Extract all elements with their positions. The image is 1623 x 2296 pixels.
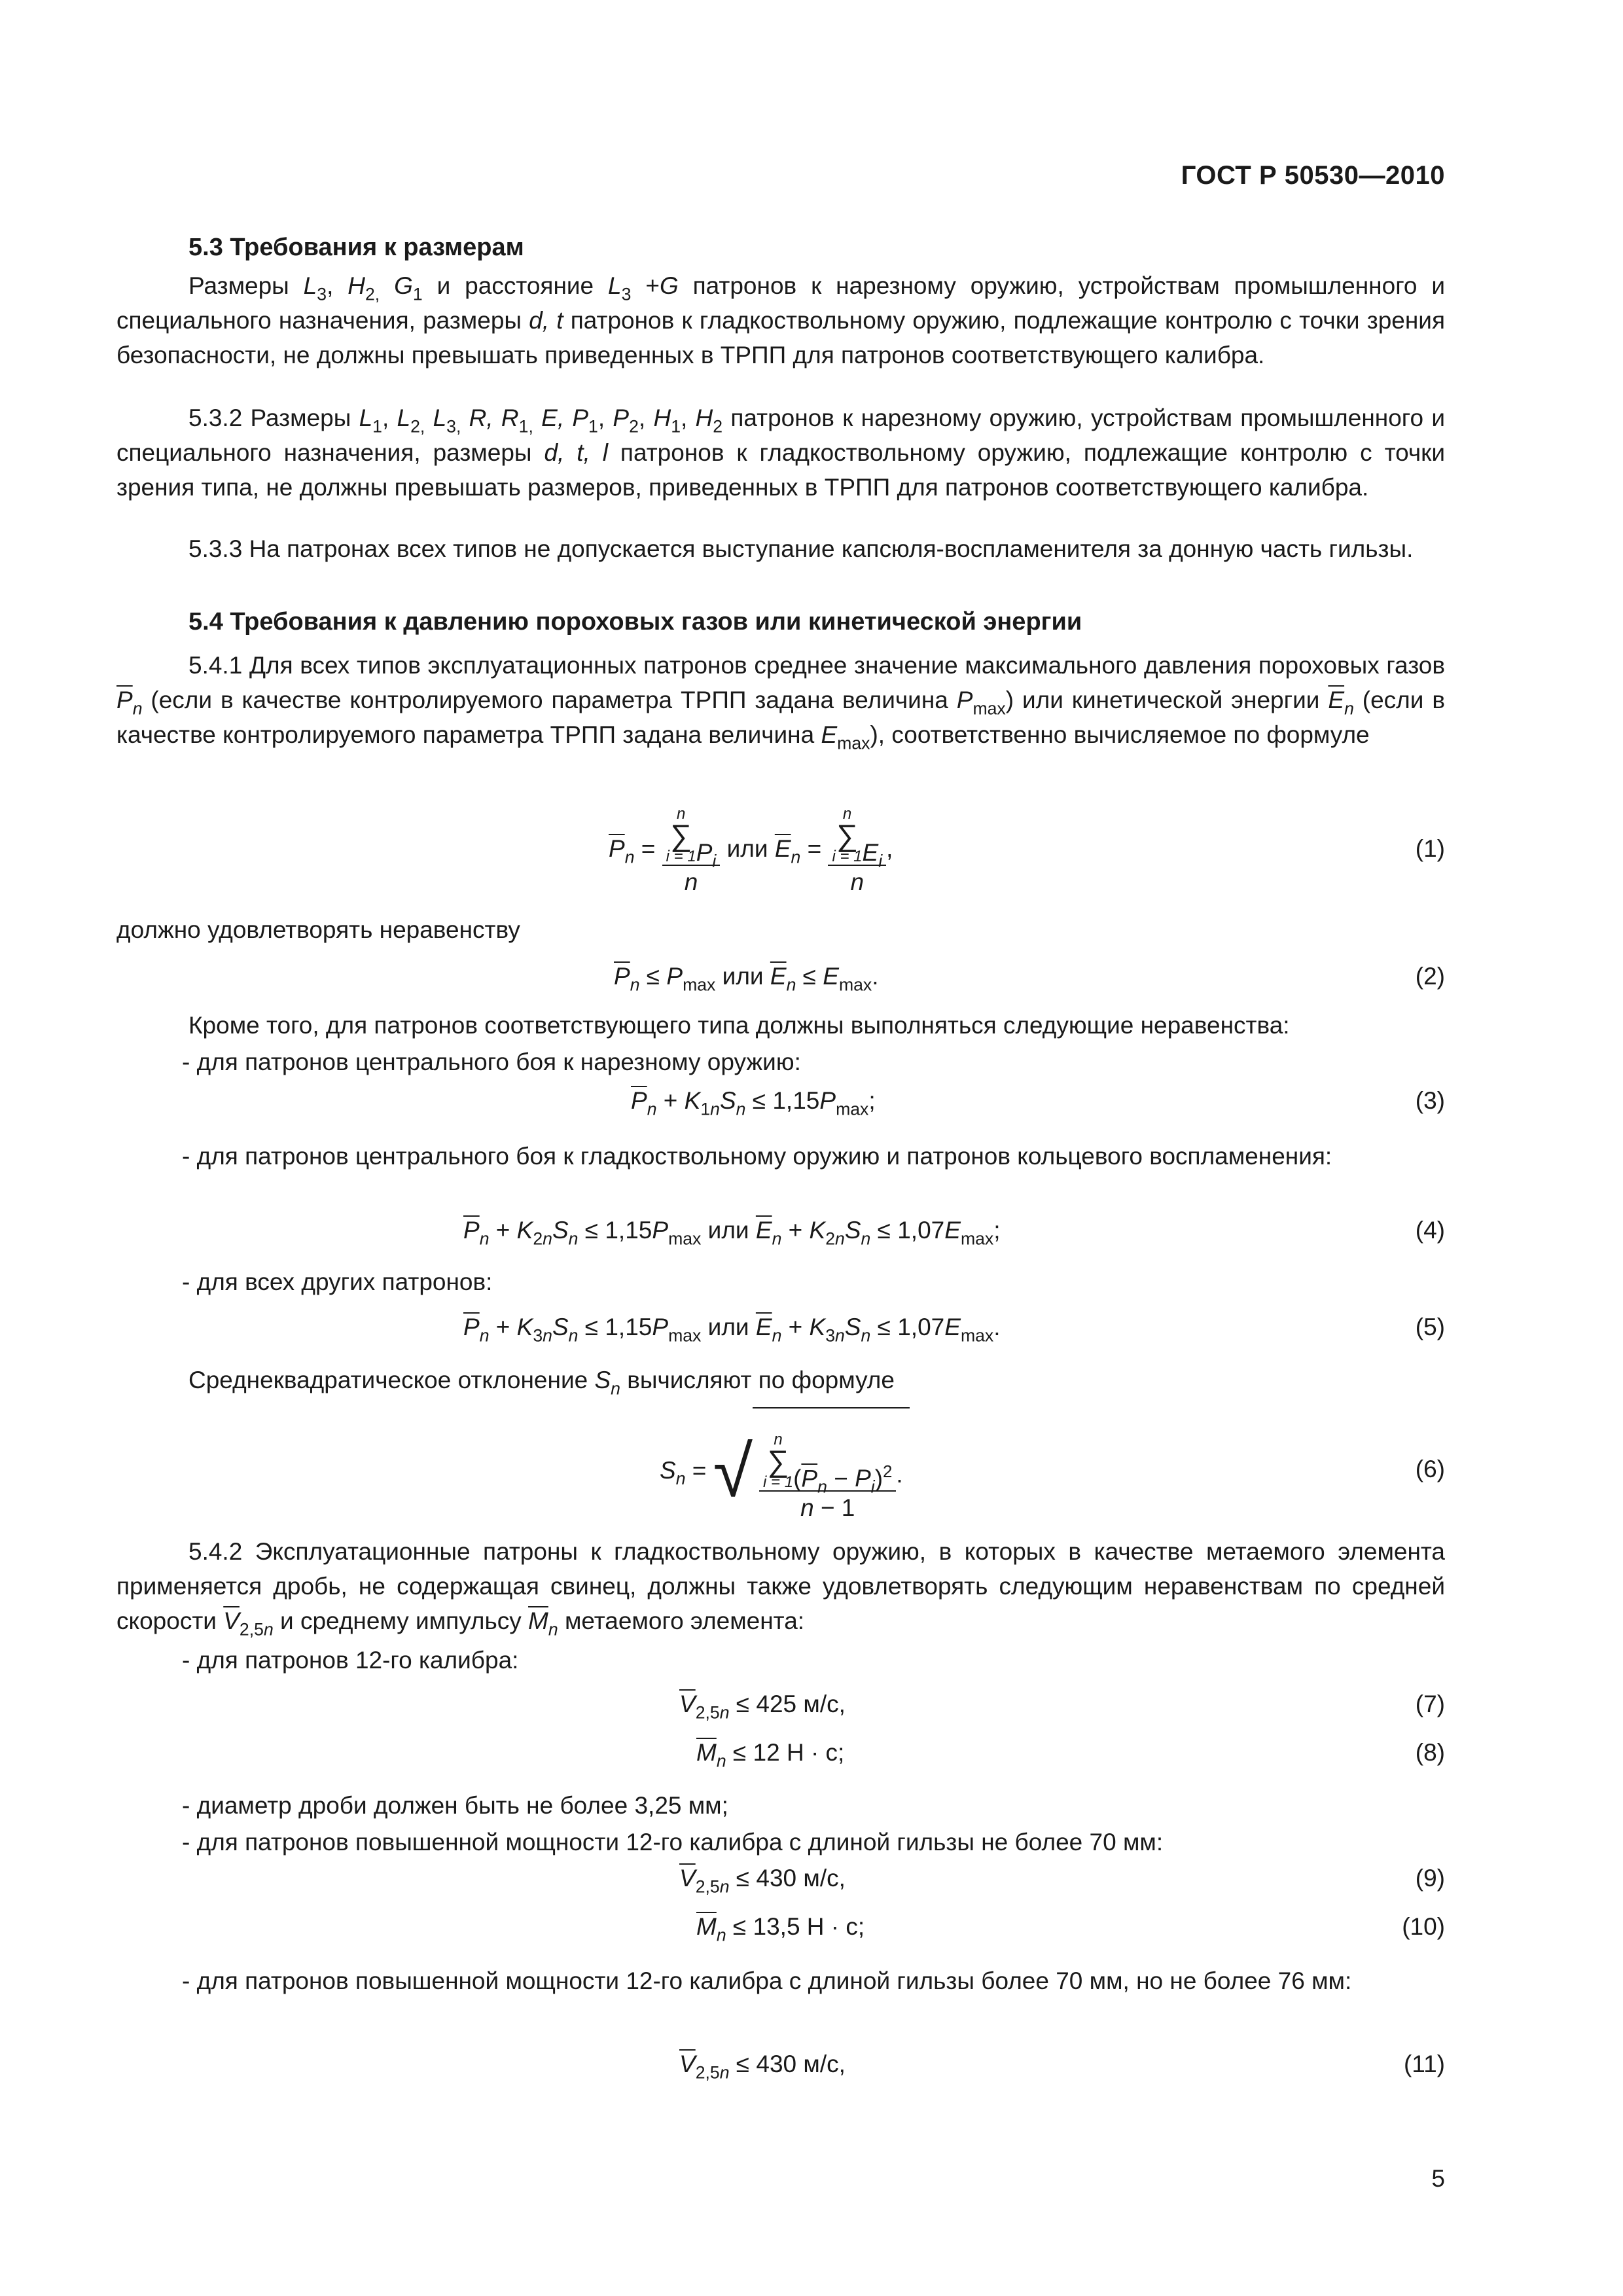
formula-number: (6) <box>1415 1456 1445 1482</box>
page-number: 5 <box>1431 2165 1445 2192</box>
formula-7-expression: $\overline{V}_{2,5n} \le 425$ м/с, <box>679 1691 846 1723</box>
list-item-magnum-76mm: - для патронов повышенной мощности 12-го калибра с длиной гильзы более 70 мм, но не более 76 мм: <box>182 1967 1352 1994</box>
paragraph-5-4-1: 5.4.1 Для всех типов эксплуатационных патронов среднее значение максимального давления пороховых газов $\overline{P}_n$ (если в качестве контролируемого параметра ТРПП задана величина $P_{max}$) или кинетической энергии $\overline{E}_n$ (если в качестве контролируемого параметра ТРПП задана величина $E_{max}$), соответственно вычисляемое по формуле <box>116 652 1445 753</box>
sqrt-radicand: n ∑ i = 1 $(\overline{P}_n - P_i)^2$ n − 1 . <box>753 1407 910 1537</box>
paragraph-sn-intro: Среднеквадратическое отклонение $S_n$ вычисляют по формуле <box>188 1367 895 1399</box>
list-item-12-gauge: - для патронов 12-го калибра: <box>182 1647 519 1674</box>
fraction-p: n ∑ i = 1 $P_i$ n <box>662 806 721 894</box>
formula-6 <box>116 1407 1445 1532</box>
sqrt-sign: √ <box>713 1431 753 1512</box>
formula-6-expression: $S_n$ = √ n ∑ i = 1 $(\overline{P}_n - P_i)^2$ n − 1 . <box>660 1407 910 1537</box>
list-item-shot-diameter: - диаметр дроби должен быть не более 3,25 мм; <box>182 1792 728 1819</box>
formula-number: (5) <box>1415 1314 1445 1340</box>
list-item-other: - для всех других патронов: <box>182 1268 493 1295</box>
list-item-magnum-70mm: - для патронов повышенной мощности 12-го калибра с длиной гильзы не более 70 мм: <box>182 1829 1164 1856</box>
fraction-e: n ∑ i = 1 $E_i$ n <box>828 806 886 894</box>
formula-3-expression: $\overline{P}_n + K_{1n}S_n \le 1,15P_{max}$; <box>631 1087 876 1119</box>
formula-number: (11) <box>1403 2051 1445 2077</box>
formula-3 <box>116 1081 1445 1121</box>
list-item-rifled: - для патронов центрального боя к нарезному оружию: <box>182 1049 801 1075</box>
formula-number: (7) <box>1415 1691 1445 1717</box>
formula-number: (1) <box>1415 835 1445 862</box>
formula-number: (10) <box>1402 1913 1445 1940</box>
paragraph-5-4-2: 5.4.2 Эксплуатационные патроны к гладкоствольному оружию, в которых в качестве метаемого элемента применяется дробь, не содержащая свинец, должны также удовлетворять следующим неравенствам по средней скорости $\overline{V}_{2,5n}$ и среднему импульсу $\overline{M}_n$ метаемого элемента: <box>116 1538 1445 1640</box>
formula-8-expression: $\overline{M}_n \le 12$ Н · с; <box>696 1739 845 1771</box>
formula-number: (9) <box>1415 1865 1445 1892</box>
formula-7 <box>116 1685 1445 1724</box>
formula-1 <box>116 800 1445 898</box>
section-5-4-heading: 5.4 Требования к давлению пороховых газов или кинетической энергии <box>188 608 1082 636</box>
formula-number: (4) <box>1415 1217 1445 1244</box>
formula-9-expression: $\overline{V}_{2,5n} \le 430$ м/с, <box>679 1865 846 1897</box>
formula-4 <box>116 1211 1445 1250</box>
formula-number: (3) <box>1415 1087 1445 1114</box>
paragraph-inequality-intro: должно удовлетворять неравенству <box>116 916 520 943</box>
document-page <box>116 0 1445 2296</box>
formula-11 <box>116 2045 1445 2084</box>
formula-11-expression: $\overline{V}_{2,5n} \le 430$ м/с, <box>679 2051 846 2083</box>
formula-1-expression: $\overline{P}_n$ = n ∑ i = 1 $P_i$ n или $\overline{E}_n$ = n ∑ i = 1 $E_i$ n , <box>609 805 893 896</box>
paragraph-5-3-3: 5.3.3 На патронах всех типов не допускается выступание капсюля-воспламенителя за донную часть гильзы. <box>188 535 1414 562</box>
formula-number: (8) <box>1415 1739 1445 1766</box>
formula-10 <box>116 1907 1445 1946</box>
formula-2 <box>116 957 1445 996</box>
formula-5 <box>116 1308 1445 1347</box>
formula-number: (2) <box>1415 963 1445 990</box>
formula-5-expression: $\overline{P}_n + K_{3n}S_n \le 1,15P_{max}$ или $\overline{E}_n + K_{3n}S_n \le 1,07E_{max}$. <box>463 1314 1001 1346</box>
formula-10-expression: $\overline{M}_n \le 13,5$ Н · с; <box>696 1913 865 1945</box>
formula-9 <box>116 1859 1445 1898</box>
section-5-3-heading: 5.3 Требования к размерам <box>188 234 524 261</box>
paragraph-5-3-1: Размеры $L_3$, $H_{2,}$ $G_1$ и расстояние $L_3 +G$ патронов к нарезному оружию, устройствам промышленного и специального назначения, размеры d, t патронов к гладкоствольному оружию, подлежащие контролю с точки зрения безопасности, не должны превышать приведенных в ТРПП для патронов соответствующего калибра. <box>116 272 1446 368</box>
formula-4-expression: $\overline{P}_n + K_{2n}S_n \le 1,15P_{max}$ или $\overline{E}_n + K_{2n}S_n \le 1,07E_{max}$; <box>463 1217 1001 1249</box>
formula-2-expression: $\overline{P}_n \le P_{max}$ или $\overline{E}_n \le E_{max}$. <box>614 963 879 995</box>
paragraph-5-3-2: 5.3.2 Размеры $L_1$, $L_{2,}$ $L_{3,}$ R, $R_{1,}$ E, $P_1$, $P_2$, $H_1$, $H_2$ патронов к нарезному оружию, устройствам промышленного и специального назначения, размеры d, t, l патронов к гладкоствольному оружию, подлежащие контролю с точки зрения типа, не должны превышать размеров, приведенных в ТРПП для патронов соответствующего калибра. <box>116 404 1445 501</box>
paragraph-additional-inequalities: Кроме того, для патронов соответствующего типа должны выполняться следующие неравенства: <box>188 1012 1290 1039</box>
list-item-smoothbore-rimfire: - для патронов центрального боя к гладкоствольному оружию и патронов кольцевого воспламенения: <box>182 1143 1332 1170</box>
formula-8 <box>116 1733 1445 1772</box>
document-header: ГОСТ Р 50530—2010 <box>1181 161 1445 190</box>
